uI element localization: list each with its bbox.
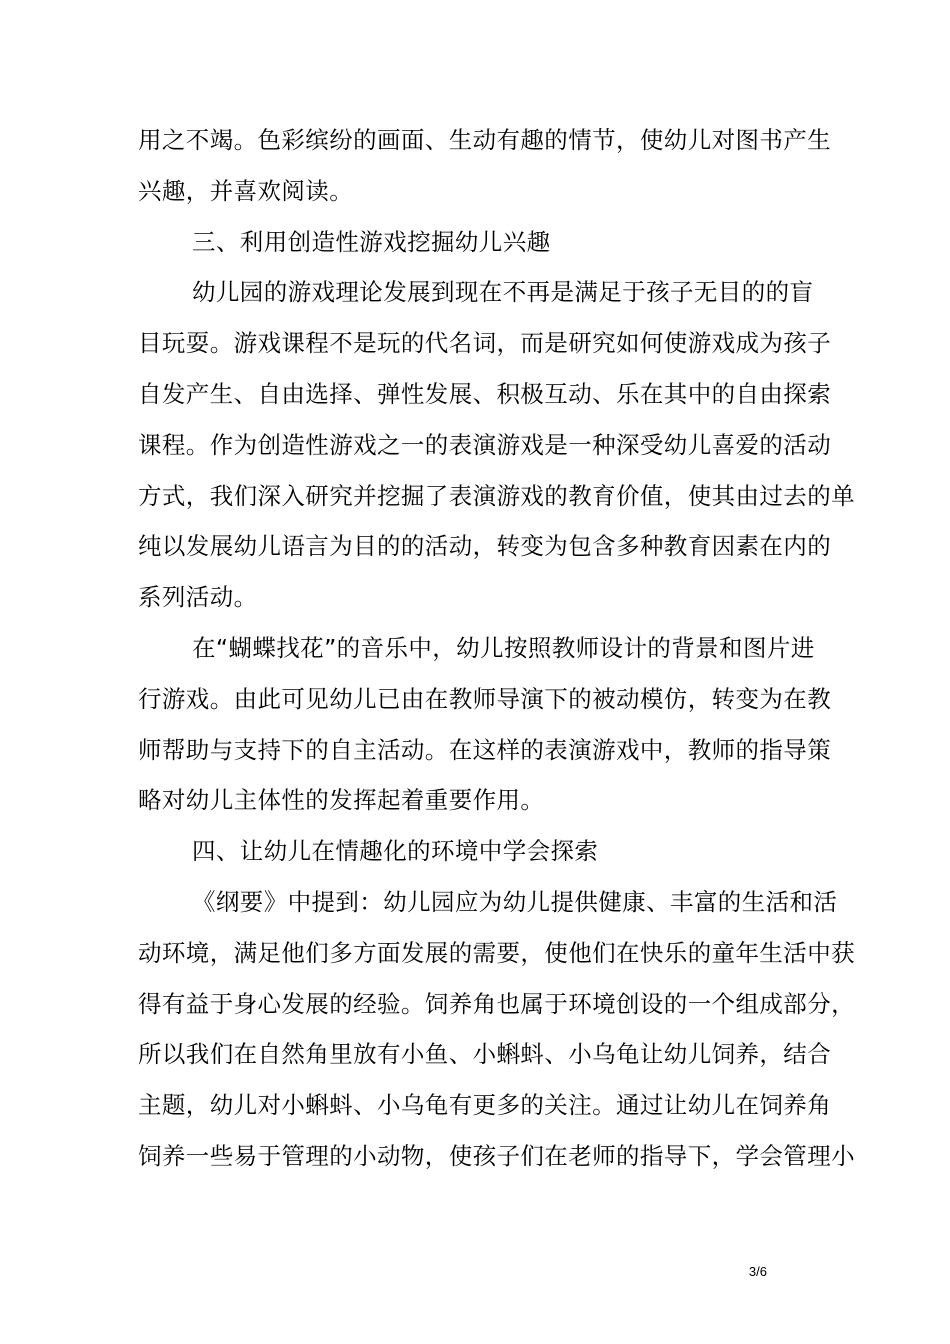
text-line: 略对幼儿主体性的发挥起着重要作用。 [138, 786, 545, 815]
text-line: 在“蝴蝶找花”的音乐中，幼儿按照教师设计的背景和图片进 [192, 633, 815, 662]
paragraph [138, 115, 832, 217]
text-line: 自发产生、自由选择、弹性发展、积极互动、乐在其中的自由探索 [138, 379, 832, 408]
text-line: 幼儿园的游戏理论发展到现在不再是满足于孩子无目的的盲 [192, 278, 814, 307]
text-line: 主题，幼儿对小蝌蚪、小乌龟有更多的关注。通过让幼儿在饲养角 [138, 1091, 832, 1120]
section-heading [138, 217, 828, 268]
text-line: 行游戏。由此可见幼儿已由在教师导演下的被动模仿，转变为在教 [138, 684, 832, 713]
page-number: 3/6 [748, 1264, 767, 1279]
paragraph [138, 877, 855, 1182]
text-line: 兴趣，并喜欢阅读。 [138, 176, 354, 205]
text-line: 《纲要》中提到：幼儿园应为幼儿提供健康、丰富的生活和活 [192, 887, 838, 916]
text-line: 三、利用创造性游戏挖掘幼儿兴趣 [192, 227, 551, 256]
text-line: 饲养一些易于管理的小动物，使孩子们在老师的指导下，学会管理小 [138, 1141, 855, 1170]
section-heading [138, 826, 828, 877]
text-line: 用之不竭。色彩缤纷的画面、生动有趣的情节，使幼儿对图书产生 [138, 126, 832, 154]
text-line: 四、让幼儿在情趣化的环境中学会探索 [192, 837, 599, 866]
paragraph [138, 267, 855, 623]
text-line: 纯以发展幼儿语言为目的的活动，转变为包含多种教育因素在内的 [138, 532, 832, 561]
text-line: 目玩耍。游戏课程不是玩的代名词，而是研究如何使游戏成为孩子 [138, 329, 832, 358]
text-line: 系列活动。 [138, 583, 258, 612]
text-line: 所以我们在自然角里放有小鱼、小蝌蚪、小乌龟让幼儿饲养，结合 [138, 1040, 832, 1069]
text-line: 动环境，满足他们多方面发展的需要，使他们在快乐的童年生活中获 [138, 938, 855, 967]
text-line: 师帮助与支持下的自主活动。在这样的表演游戏中，教师的指导策 [138, 735, 832, 764]
text-line: 方式，我们深入研究并挖掘了表演游戏的教育价值，使其由过去的单 [138, 481, 855, 510]
body-text [138, 115, 855, 1182]
text-line: 得有益于身心发展的经验。饲养角也属于环境创设的一个组成部分， [138, 989, 855, 1018]
paragraph [138, 623, 832, 826]
text-line: 课程。作为创造性游戏之一的表演游戏是一种深受幼儿喜爱的活动 [138, 430, 832, 459]
